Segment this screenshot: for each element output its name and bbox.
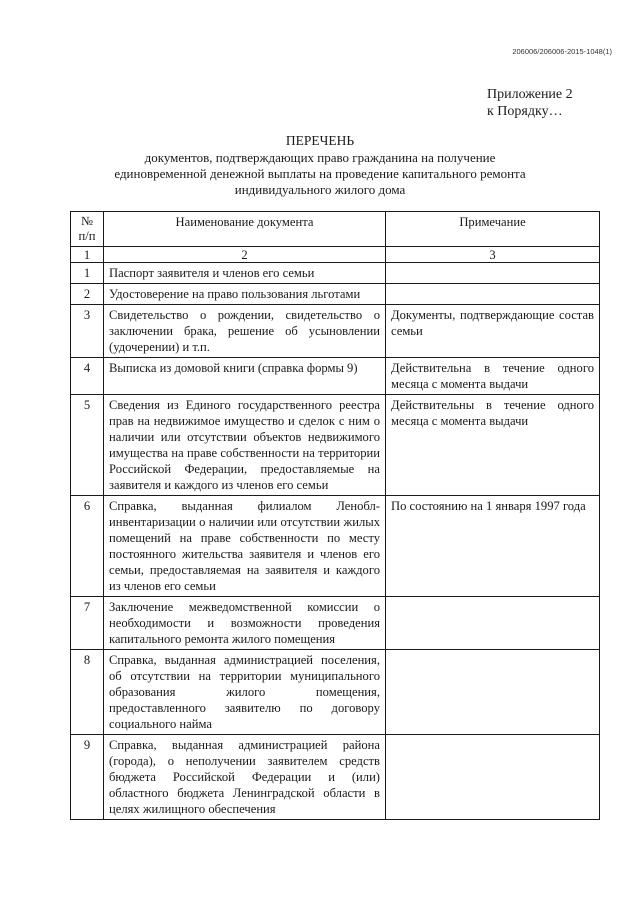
row-document-name: Сведения из Единого государственного реестра прав на недвижимое имущество и сделок с ним о наличии или отсутствии объектов недвижимого имущества на праве собственности на территории Российской Федерации, предоставляемые на заявителя и каждого из членов его семьи	[104, 395, 386, 496]
row-document-name: Справка, выданная администрацией района (города), о неполучении заявителем средств бюджета Российской Федерации и (или) областного бюджета Ленинградской области в целях жилищного обеспечения	[104, 735, 386, 820]
table-row	[71, 358, 600, 395]
row-number: 3	[71, 305, 104, 358]
row-number: 2	[71, 284, 104, 305]
table-row	[71, 305, 600, 358]
table-header-row	[71, 212, 600, 247]
row-note	[386, 284, 600, 305]
document-title: ПЕРЕЧЕНЬ	[285, 133, 355, 148]
row-number: 5	[71, 395, 104, 496]
document-id: 206006/206006-2015-1048(1)	[512, 47, 612, 56]
row-document-name: Паспорт заявителя и членов его семьи	[104, 263, 386, 284]
table-row	[71, 496, 600, 597]
row-note	[386, 263, 600, 284]
row-document-name: Удостоверение на право пользования льготами	[104, 284, 386, 305]
header-document-name: Наименование документа	[104, 212, 386, 247]
row-number: 4	[71, 358, 104, 395]
document-subtitle-line-2: единовременной денежной выплаты на проведение капитального ремонта	[114, 166, 526, 181]
document-subtitle-line-1: документов, подтверждающих право гражданина на получение	[144, 150, 496, 165]
row-note	[386, 650, 600, 735]
table-row	[71, 395, 600, 496]
table-row	[71, 597, 600, 650]
header-number-line-2: п/п	[78, 229, 96, 243]
row-note: По состоянию на 1 января 1997 года	[386, 496, 600, 597]
row-number: 1	[71, 263, 104, 284]
table-row	[71, 284, 600, 305]
appendix-line-2: к Порядку…	[487, 104, 563, 119]
header-note: Примечание	[386, 212, 600, 247]
appendix-line-1: Приложение 2	[487, 87, 573, 102]
row-number: 9	[71, 735, 104, 820]
table-row	[71, 263, 600, 284]
document-subtitle-line-3: индивидуального жилого дома	[234, 182, 406, 197]
row-document-name: Справка, выданная администрацией поселения, об отсутствии на территории муниципального образования жилого помещения, предоставленного заявителю по договору социального найма	[104, 650, 386, 735]
table-row	[71, 650, 600, 735]
column-index: 3	[386, 247, 600, 263]
row-note: Действительны в течение одного месяца с момента выдачи	[386, 395, 600, 496]
appendix-reference	[487, 86, 573, 120]
row-number: 8	[71, 650, 104, 735]
row-number: 6	[71, 496, 104, 597]
row-document-name: Свидетельство о рождении, свидетельство о заключении брака, решение об усыновлении (удочерении) и т.п.	[104, 305, 386, 358]
column-index: 1	[71, 247, 104, 263]
header-number-line-1: №	[80, 214, 94, 228]
row-note	[386, 597, 600, 650]
row-note: Действительна в течение одного месяца с момента выдачи	[386, 358, 600, 395]
row-number: 7	[71, 597, 104, 650]
row-document-name: Справка, выданная филиалом Ленобл-инвентаризации о наличии или отсутствии жилых помещений на праве собственности по месту постоянного жительства заявителя и членов его семьи, предоставляемая на заявителя и каждого из членов его семьи	[104, 496, 386, 597]
row-document-name: Заключение межведомственной комиссии о необходимости и возможности проведения капитального ремонта жилого помещения	[104, 597, 386, 650]
row-note	[386, 735, 600, 820]
table-row	[71, 735, 600, 820]
column-index-row	[71, 247, 600, 263]
row-document-name: Выписка из домовой книги (справка формы 9)	[104, 358, 386, 395]
document-title-block	[70, 133, 570, 198]
row-note: Документы, подтверждающие состав семьи	[386, 305, 600, 358]
header-number	[71, 212, 104, 247]
column-index: 2	[104, 247, 386, 263]
documents-table	[70, 211, 600, 820]
